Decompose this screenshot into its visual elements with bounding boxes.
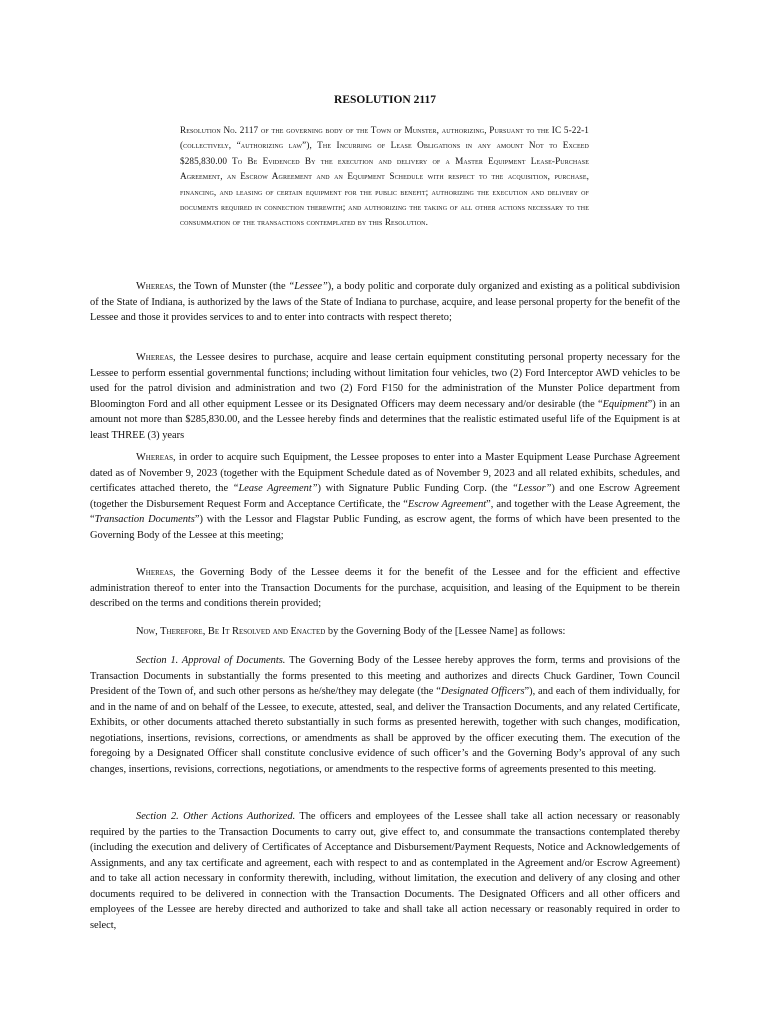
whereas-paragraph-3: Whereas, in order to acquire such Equipment, the Lessee proposes to enter into a Master Equipment Lease Purchase Agreement dated as of November 9, 2023 (together with the Equipment Schedule dated as of November 9, 2023 and all related exhibits, schedules, and certificates attached thereto, the “Lease Agreement”) with Signature Public Funding Corp. (the “Lessor”) and one Escrow Agreement (together the Disbursement Request Form and Acceptance Certificate, the “Escrow Agreement”, and together with the Lease Agreement, the “Transaction Documents”) with the Lessor and Flagstar Public Funding, as escrow agent, the forms of which have been presented to the Governing Body of the Lessee at this meeting; xyxy=(90,452,681,541)
whereas-paragraph-4: Whereas, the Governing Body of the Lessee deems it for the benefit of the Lessee and for the efficient and effective administration thereof to enter into the Transaction Documents for the purchase, acquisition, and leasing of the Equipment to be therein described on the terms and conditions therein provided; xyxy=(90,567,680,609)
equipment-defined-term: Equipment xyxy=(602,398,648,410)
section-1-paragraph: Section 1. Approval of Documents. The Governing Body of the Lessee hereby approves the form, terms and provisions of the Transaction Documents in substantially the forms presented to this meeting and authorizes and directs Chuck Gardiner, Town Council President of the Town of, and such other persons as he/she/they may delegate (the “Designated Officers”), and each of them individually, for and in the name of and on behalf of the Lessee, to execute, attested, seal, and deliver the Transaction Documents, and any related Certificate, Exhibits, or other documents attached thereto substantially in such forms as presented herewith, together with such changes, modification, negotiations, insertions, revisions, corrections, or amendments as shall be approved by the officer executing them. The execution of the foregoing by a Designated Officer shall constitute conclusive evidence of such officer’s and the Governing Body’s approval of any such changes, insertions, revisions, corrections, negotiations, or amendments to the respective forms of agreements presented to this meeting. xyxy=(90,655,680,775)
lessee-defined-term: “Lessee” xyxy=(288,281,328,292)
section-2-paragraph: Section 2. Other Actions Authorized. The officers and employees of the Lessee shall take all action necessary or reasonably required by the parties to the Transaction Documents to carry out, give effect to, and consummate the transactions contemplated thereby (including the execution and delivery of Certificates of Acceptance and Disbursement/Payment Requests, Notice and Acknowledgements of Assignments, and any tax certificate and agreement, each with respect to and as contemplated in the Agreement and/or Escrow Agreement) and to take all action necessary in conformity therewith, including, without limitation, the execution and delivery of any closing and other documents required to be delivered in connection with the Transaction Documents. The Designated Officers and all other officers and employees of the Lessee are hereby directed and authorized to take and shall take all action necessary or reasonably required in order to select, xyxy=(90,811,681,931)
whereas-lead: Whereas xyxy=(136,352,174,363)
whereas-paragraph-1: Whereas, the Town of Munster (the “Lessee”), a body politic and corporate duly organized and existing as a political subdivision of the State of Indiana, is authorized by the laws of the State of Indiana to purchase, acquire, and lease personal property for the benefit of the Lessee and those it provides services to and to enter into contracts with respect thereto; xyxy=(90,281,680,323)
whereas-lead: Whereas xyxy=(136,281,174,292)
lessor-defined-term: “Lessor” xyxy=(512,483,552,494)
designated-officers-defined-term: Designated Officers xyxy=(440,686,525,697)
resolved-paragraph: Now, Therefore, Be It Resolved and Enacted by the Governing Body of the [Lessee Name] as follows: xyxy=(136,626,566,637)
escrow-agreement-defined-term: Escrow Agreement xyxy=(407,498,487,510)
resolved-lead: Now, Therefore, Be It Resolved and Enacted xyxy=(136,626,326,637)
resolution-subject: Resolution No. 2117 of the governing body of the Town of Munster, authorizing, Pursuant to the IC 5-22-1 (collectively, “authorizing law”), The Incurring of Lease Obligations in any amount Not to Exceed $285,830.00 To Be Evidenced By the execution and delivery of a Master Equipment Lease-Purchase Agreement, an Escrow Agreement and an Equipment Schedule with respect to the acquisition, purchase, financing, and leasing of certain equipment for the public benefit; authorizing the execution and delivery of documents required in connection therewith; and authorizing the taking of all other actions necessary to the consummation of the transactions contemplated by this Resolution. xyxy=(180,125,589,228)
whereas-lead: Whereas xyxy=(136,567,174,578)
whereas-paragraph-2: Whereas, the Lessee desires to purchase, acquire and lease certain equipment constituting personal property necessary for the Lessee to perform essential governmental functions; including without limitation four vehicles, two (2) Ford Interceptor AWD vehicles to be used for the patrol division and administration and two (2) Ford F150 for the administration of the Munster Police department from Bloomington Ford and all other equipment Lessee or its Designated Officers may deem necessary and/or desirable (the “Equipment”) in an amount not more than $285,830.00, and the Lessee hereby finds and determines that the realistic estimated useful life of the Equipment is at least THREE (3) years xyxy=(90,352,680,441)
whereas-lead: Whereas xyxy=(136,452,174,463)
lease-agreement-defined-term: “Lease Agreement” xyxy=(232,483,318,494)
resolution-title: RESOLUTION 2117 xyxy=(334,94,436,106)
transaction-documents-defined-term: Transaction Documents xyxy=(94,514,195,525)
section-2-heading: Section 2. Other Actions Authorized. xyxy=(136,811,296,822)
section-1-heading: Section 1. Approval of Documents. xyxy=(136,655,286,666)
